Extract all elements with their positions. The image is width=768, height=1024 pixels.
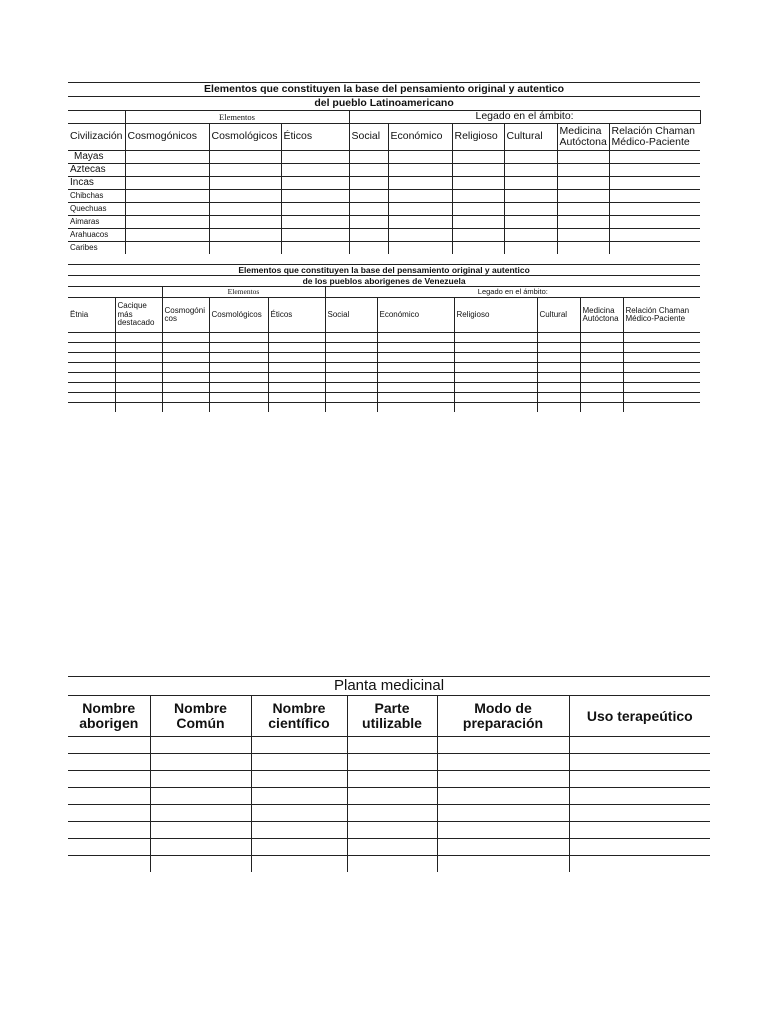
table1-header-cosmologicos: Cosmológicos xyxy=(209,124,281,151)
table-row xyxy=(68,177,700,190)
table2-group-legado: Legado en el ámbito: xyxy=(325,287,700,298)
table-planta-medicinal xyxy=(68,676,710,872)
table2-header-economico: Económico xyxy=(377,298,454,333)
table3-header-nombre-aborigen: Nombre aborigen xyxy=(68,696,150,737)
table-row xyxy=(68,737,710,754)
table2-title-line1: Elementos que constituyen la base del pensamiento original y autentico xyxy=(68,265,700,276)
table2-header-eticos: Éticos xyxy=(268,298,325,333)
table1-header-civilizacion: Civilización xyxy=(68,124,125,151)
table-row xyxy=(68,343,700,353)
table-row xyxy=(68,242,700,255)
table3-header-modo-preparacion: Modo de preparación xyxy=(437,696,569,737)
table-row xyxy=(68,839,710,856)
table3-header-parte-utilizable: Parte utilizable xyxy=(347,696,437,737)
table-row xyxy=(68,151,700,164)
table-row xyxy=(68,754,710,771)
table-row xyxy=(68,333,700,343)
table2-corner xyxy=(68,287,162,298)
table-row xyxy=(68,822,710,839)
table2-group-elementos: Elementos xyxy=(162,287,325,298)
table-row xyxy=(68,805,710,822)
table1-group-elementos: Elementos xyxy=(125,111,349,124)
table2-header-cacique: Cacique más destacado xyxy=(115,298,162,333)
table1-title-line1: Elementos que constituyen la base del pensamiento original y autentico xyxy=(68,83,700,97)
table1-header-relacion: Relación Chaman Médico-Paciente xyxy=(609,124,700,151)
table-row xyxy=(68,788,710,805)
table-row xyxy=(68,771,710,788)
table3-title: Planta medicinal xyxy=(68,677,710,696)
table1-row-label: Caribes xyxy=(68,242,125,255)
table1-header-economico: Económico xyxy=(388,124,452,151)
table-row xyxy=(68,203,700,216)
table-row xyxy=(68,403,700,413)
table1-row-label: Aimaras xyxy=(68,216,125,229)
table-row xyxy=(68,216,700,229)
table2-header-relacion: Relación Chaman Médico-Paciente xyxy=(623,298,700,333)
table1-row-label: Mayas xyxy=(68,151,125,164)
table-venezuela xyxy=(68,264,700,412)
table3-header-uso-terapeutico: Uso terapeútico xyxy=(569,696,710,737)
table1-group-legado: Legado en el ámbito: xyxy=(349,111,700,124)
table1-header-social: Social xyxy=(349,124,388,151)
table2-header-etnia: Ëtnia xyxy=(68,298,115,333)
table-row xyxy=(68,393,700,403)
table1-header-eticos: Éticos xyxy=(281,124,349,151)
table-latinoamericano xyxy=(68,82,701,254)
table1-header-cultural: Cultural xyxy=(504,124,557,151)
table-row xyxy=(68,164,700,177)
table1-row-label: Arahuacos xyxy=(68,229,125,242)
table2-header-cosmogonicos: Cosmogóni cos xyxy=(162,298,209,333)
table2-header-cultural: Cultural xyxy=(537,298,580,333)
table-row xyxy=(68,363,700,373)
table1-row-label: Incas xyxy=(68,177,125,190)
table-row xyxy=(68,229,700,242)
table-row xyxy=(68,856,710,873)
table2-title-line2: de los pueblos aborigenes de Venezuela xyxy=(68,276,700,287)
table-row xyxy=(68,190,700,203)
table2-header-social: Social xyxy=(325,298,377,333)
table2-header-religioso: Religioso xyxy=(454,298,537,333)
table1-row-label: Quechuas xyxy=(68,203,125,216)
table1-row-label: Aztecas xyxy=(68,164,125,177)
table1-row-label: Chibchas xyxy=(68,190,125,203)
table2-header-cosmologicos: Cosmológicos xyxy=(209,298,268,333)
table3-header-nombre-cientifico: Nombre científico xyxy=(251,696,347,737)
table1-title-line2: del pueblo Latinoamericano xyxy=(68,97,700,111)
table1-header-religioso: Religioso xyxy=(452,124,504,151)
table-row xyxy=(68,353,700,363)
table2-header-medicina: Medicina Autóctona xyxy=(580,298,623,333)
table1-header-cosmogonicos: Cosmogónicos xyxy=(125,124,209,151)
table1-header-medicina: Medicina Autóctona xyxy=(557,124,609,151)
table-row xyxy=(68,373,700,383)
table-row xyxy=(68,383,700,393)
table3-header-nombre-comun: Nombre Común xyxy=(150,696,251,737)
table1-corner xyxy=(68,111,125,124)
